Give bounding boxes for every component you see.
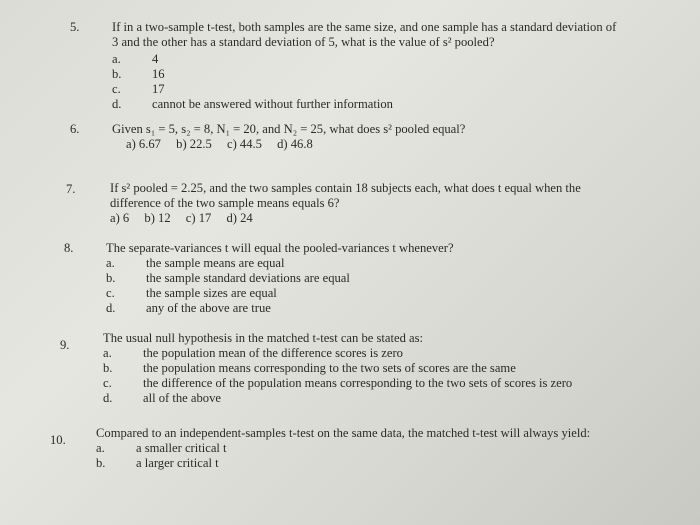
question-7-number: 7. (66, 182, 76, 196)
question-9-option-d[interactable]: d. all of the above (103, 391, 221, 405)
question-9-number: 9. (60, 338, 70, 352)
question-6-option-d[interactable]: d) 46.8 (277, 137, 313, 151)
question-9-option-a[interactable]: a. the population mean of the difference scores is zero (103, 346, 403, 360)
question-7-option-b[interactable]: b) 12 (144, 211, 171, 225)
question-6-number: 6. (70, 122, 80, 136)
question-10-number: 10. (50, 433, 66, 447)
question-6-options (112, 137, 465, 152)
question-9-option-b[interactable]: b. the population means corresponding to the two sets of scores are the same (103, 361, 516, 375)
question-8 (106, 241, 454, 316)
question-8-option-a[interactable]: a. the sample means are equal (106, 256, 285, 270)
question-5-line-1: If in a two-sample t-test, both samples are the same size, and one sample has a standard deviation of (112, 20, 617, 34)
question-8-option-b[interactable]: b. the sample standard deviations are equal (106, 271, 350, 285)
question-7-option-a[interactable]: a) 6 (110, 211, 130, 225)
question-8-option-c[interactable]: c. the sample sizes are equal (106, 286, 277, 300)
question-9-option-c[interactable]: c. the difference of the population means corresponding to the two sets of scores is zero (103, 376, 573, 390)
question-10-option-b[interactable]: b. a larger critical t (96, 456, 219, 470)
question-9-line-1: The usual null hypothesis in the matched t-test can be stated as: (103, 331, 424, 345)
question-8-number: 8. (64, 241, 74, 255)
question-6-line-1: Given s₁ = 5, s₂ = 8, N₁ = 20, and N₂ = 25, what does s² pooled equal? (112, 122, 466, 136)
question-7-option-c[interactable]: c) 17 (185, 211, 212, 225)
question-5-option-d[interactable]: d. cannot be answered without further information (112, 97, 393, 111)
question-7-line-1: If s² pooled = 2.25, and the two samples contain 18 subjects each, what does t equal when the (110, 181, 581, 195)
question-5-option-b[interactable]: b. 16 (112, 67, 165, 81)
question-6-option-a[interactable]: a) 6.67 (126, 137, 161, 151)
question-7-options (110, 211, 581, 226)
question-9 (103, 331, 572, 406)
question-6-option-c[interactable]: c) 44.5 (226, 137, 262, 151)
question-5 (112, 20, 616, 112)
question-7-option-d[interactable]: d) 24 (226, 211, 253, 225)
question-10-option-a[interactable]: a. a smaller critical t (96, 441, 227, 455)
question-7 (110, 181, 581, 226)
question-6 (112, 122, 465, 152)
question-5-number: 5. (70, 20, 80, 34)
question-8-line-1: The separate-variances t will equal the pooled-variances t whenever? (106, 241, 454, 255)
question-10-line-1: Compared to an independent-samples t-test on the same data, the matched t-test will always yield: (96, 426, 591, 440)
question-5-option-c[interactable]: c. 17 (112, 82, 165, 96)
question-7-line-2: difference of the two sample means equals 6? (110, 196, 340, 210)
question-5-option-a[interactable]: a. 4 (112, 52, 159, 66)
question-6-option-b[interactable]: b) 22.5 (176, 137, 212, 151)
question-10 (96, 426, 590, 471)
question-5-line-2: 3 and the other has a standard deviation of 5, what is the value of s² pooled? (112, 35, 495, 49)
question-8-option-d[interactable]: d. any of the above are true (106, 301, 271, 315)
